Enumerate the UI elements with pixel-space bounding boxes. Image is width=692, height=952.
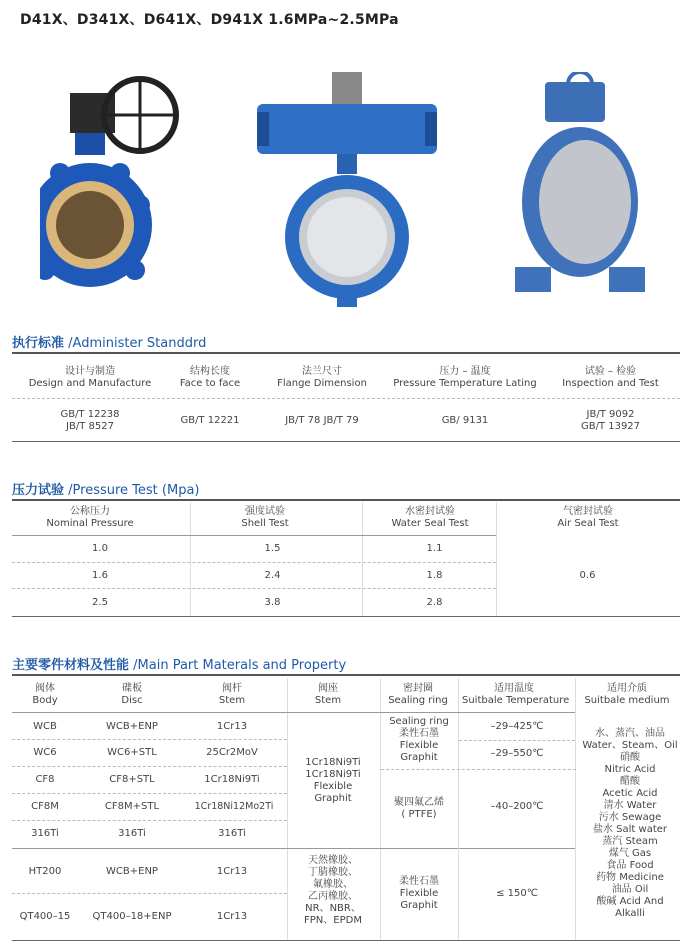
std-col5-en: Inspection and Test [562, 378, 659, 389]
text-line: Flexible [399, 740, 439, 751]
std-col1-cn: 设计与制造 [65, 366, 115, 377]
std-col3-value: JB/T 78 JB/T 79 [285, 415, 359, 426]
text-line: GB/T 13927 [580, 421, 641, 432]
text-line: 油品 Oil [611, 884, 649, 895]
mat-header-temp-cn: 适用温度 [494, 683, 534, 694]
std-col1-header [20, 366, 160, 390]
std-col5-cn: 试验 – 检验 [584, 366, 637, 377]
mat-seal-ptfe [381, 797, 457, 821]
mat-row7-stem: 1Cr13 [216, 911, 248, 922]
standards-heading [12, 332, 206, 351]
mat-row-rule-6 [12, 893, 287, 894]
pt-header-shell [195, 506, 335, 530]
mat-header-medium-cn: 适用介质 [607, 683, 647, 694]
standards-top-rule [12, 352, 680, 354]
mat-seal-graphite [381, 716, 457, 764]
text-line: Flexible [313, 781, 353, 792]
pressure-heading-cn: 压力试验 [12, 483, 65, 498]
pt-row1-water: 1.1 [426, 543, 443, 554]
mat-row2-body: WC6 [33, 747, 57, 758]
pt-air-value: 0.6 [579, 570, 596, 581]
std-col4-header [390, 366, 540, 390]
std-col3-en: Flange Dimension [277, 378, 367, 389]
pt-header-air-cn: 气密封试验 [563, 506, 613, 517]
mat-header-medium [572, 683, 682, 707]
pt-header-air-en: Air Seal Test [557, 518, 619, 529]
mat-row7-body: QT400–15 [19, 911, 71, 922]
mat-temp-4: ≤ 150℃ [496, 888, 538, 899]
text-line: 柔性石墨 [399, 728, 439, 739]
mat-row5-body: 316Ti [31, 828, 59, 839]
text-line: 盐水 Salt water [592, 824, 668, 835]
mat-row-rule-1 [12, 739, 287, 740]
pt-row1-nominal: 1.0 [92, 543, 108, 554]
text-line: 水、蒸汽、油品 [595, 728, 665, 739]
pt-row1-shell: 1.5 [264, 543, 281, 554]
pt-header-water-en: Water Seal Test [391, 518, 469, 529]
mat-header-sealing-cn: 密封圈 [403, 683, 433, 694]
pressure-heading-en: /Pressure Test (Mpa) [64, 483, 200, 498]
pt-header-nominal [20, 506, 160, 530]
text-line: 酸碱 Acid And [596, 896, 664, 907]
text-line: JB/T 9092 [586, 409, 635, 420]
mat-header-temp [462, 683, 570, 707]
text-line: Acetic Acid [602, 788, 658, 799]
text-line: 乙丙橡胶、 [308, 891, 358, 902]
mat-row1-body: WCB [33, 721, 57, 732]
standards-mid-rule [12, 398, 680, 399]
mat-temp-1: –29–425℃ [490, 721, 544, 732]
text-line: 清水 Water [603, 800, 657, 811]
mat-row4-stem: 1Cr18Ni12Mo2Ti [194, 801, 274, 812]
std-col5-header [548, 366, 673, 390]
mat-group-rule [12, 848, 458, 849]
mat-medium [576, 728, 684, 920]
text-line: GB/T 12238 [60, 409, 120, 420]
text-line: FPN、EPDM [304, 915, 362, 926]
mat-header-disc-cn: 碟板 [122, 683, 142, 694]
mat-temp-rule-1 [459, 740, 575, 741]
mat-header-body-cn: 阀体 [35, 683, 55, 694]
pt-header-air [518, 506, 658, 530]
text-line: Nitric Acid [604, 764, 656, 775]
mat-header-seat-en: Stem [314, 695, 342, 706]
mat-row3-body: CF8 [35, 774, 55, 785]
text-line: 药物 Medicine [596, 872, 664, 883]
std-col4-value: GB/ 9131 [441, 415, 489, 426]
mat-header-body [12, 683, 78, 707]
std-col2-en: Face to face [179, 378, 241, 389]
materials-bottom-rule [12, 940, 680, 941]
text-line: Graphit [314, 793, 352, 804]
mat-row-rule-2 [12, 766, 287, 767]
text-line: Graphit [400, 900, 438, 911]
mat-row1-stem: 1Cr13 [216, 721, 248, 732]
mat-header-seat-cn: 阀座 [318, 683, 338, 694]
pt-row2-water: 1.8 [426, 570, 443, 581]
text-line: Alkalli [615, 908, 645, 919]
mat-row3-stem: 1Cr18Ni9Ti [204, 774, 260, 785]
mat-row6-stem: 1Cr13 [216, 866, 248, 877]
pt-row3-shell: 3.8 [264, 597, 281, 608]
mat-row6-disc: WCB+ENP [106, 866, 158, 877]
std-col5-value [548, 409, 673, 433]
mat-header-disc-en: Disc [121, 695, 143, 706]
pt-header-shell-en: Shell Test [241, 518, 289, 529]
pt-row2-nominal: 1.6 [92, 570, 108, 581]
valve-photo-electric [505, 72, 655, 297]
mat-header-temp-en: Suitbale Temperature [462, 695, 570, 706]
std-col2-header [160, 366, 260, 390]
text-line: 硝酸 [620, 752, 640, 763]
pt-header-rule [12, 535, 496, 536]
mat-seal-graphite-2 [381, 876, 457, 912]
text-line: 污水 Sewage [598, 812, 662, 823]
std-col2-cn: 结构长度 [190, 366, 230, 377]
mat-row4-disc: CF8M+STL [104, 801, 160, 812]
text-line: 天然橡胶、 [308, 855, 358, 866]
mat-row1-disc: WCB+ENP [106, 721, 158, 732]
text-line: JB/T 8527 [66, 421, 114, 432]
pt-row2-shell: 2.4 [264, 570, 281, 581]
pt-header-nominal-cn: 公称压力 [70, 506, 110, 517]
mat-row5-disc: 316Ti [118, 828, 146, 839]
mat-header-sealing-en: Sealing ring [388, 695, 448, 706]
mat-header-sealing [378, 683, 458, 707]
std-col1-en: Design and Manufacture [28, 378, 152, 389]
mat-header-stem-cn: 阀杆 [222, 683, 242, 694]
mat-temp-2: –29–550℃ [490, 748, 544, 759]
mat-header-stem-en: Stem [218, 695, 246, 706]
text-line: 食品 Food [606, 860, 654, 871]
mat-row-rule-4 [12, 820, 287, 821]
pressure-heading [12, 479, 199, 498]
mat-row3-disc: CF8+STL [109, 774, 155, 785]
mat-seat-rubber [288, 855, 378, 927]
text-line: 聚四氟乙烯 [394, 797, 444, 808]
std-col1-value [20, 409, 160, 433]
pressure-bottom-rule [12, 616, 680, 617]
materials-heading-en: /Main Part Materals and Property [129, 658, 347, 673]
mat-seat-metal [288, 757, 378, 805]
standards-heading-en: /Administer Standdrd [64, 336, 207, 351]
text-line: 柔性石墨 [399, 876, 439, 887]
pt-header-water-cn: 水密封试验 [405, 506, 455, 517]
mat-row-rule-3 [12, 793, 287, 794]
mat-row4-body: CF8M [31, 801, 59, 812]
pt-header-water [360, 506, 500, 530]
pt-header-shell-cn: 强度试验 [245, 506, 285, 517]
materials-heading [12, 654, 346, 673]
pt-divider-1 [190, 502, 191, 616]
mat-header-rule [12, 712, 575, 713]
mat-temp-3: –40–200℃ [490, 801, 544, 812]
materials-heading-cn: 主要零件材料及性能 [12, 658, 130, 673]
standards-heading-cn: 执行标准 [12, 336, 65, 351]
text-line: Water、Steam、Oil [582, 740, 678, 751]
std-col3-cn: 法兰尺寸 [302, 366, 342, 377]
mat-row2-stem: 25Cr2MoV [206, 747, 258, 758]
text-line: Sealing ring [389, 716, 449, 727]
pressure-top-rule [12, 499, 680, 501]
std-col2-value: GB/T 12221 [180, 415, 240, 426]
mat-header-disc [80, 683, 184, 707]
text-line: 1Cr18Ni9Ti [305, 757, 361, 768]
text-line: 氟橡胶、 [313, 879, 353, 890]
mat-seal-rule-1 [381, 769, 576, 770]
mat-row5-stem: 316Ti [218, 828, 246, 839]
std-col4-cn: 压力 – 温度 [439, 366, 491, 377]
pt-row3-water: 2.8 [426, 597, 443, 608]
mat-header-seat [288, 683, 368, 707]
mat-header-medium-en: Suitbale medium [584, 695, 670, 706]
page-title: D41X、D341X、D641X、D941X 1.6MPa~2.5MPa [20, 12, 399, 28]
mat-header-body-en: Body [32, 695, 58, 706]
text-line: NR、NBR、 [305, 903, 361, 914]
text-line: Graphit [400, 752, 438, 763]
std-col3-header [262, 366, 382, 390]
mat-temp-rule-2 [459, 848, 575, 849]
mat-header-stem [184, 683, 280, 707]
text-line: 醋酸 [620, 776, 640, 787]
pt-row3-nominal: 2.5 [92, 597, 108, 608]
valve-photo-pneumatic [252, 72, 442, 307]
standards-bottom-rule [12, 441, 680, 442]
text-line: 蒸汽 Steam [602, 836, 658, 847]
text-line: ( PTFE) [401, 809, 437, 820]
mat-row2-disc: WC6+STL [107, 747, 157, 758]
pt-row-rule-2 [12, 588, 496, 589]
text-line: 丁腈橡胶、 [308, 867, 358, 878]
text-line: 煤气 Gas [608, 848, 652, 859]
mat-row6-body: HT200 [28, 866, 62, 877]
mat-row7-disc: QT400–18+ENP [92, 911, 172, 922]
text-line: Flexible [399, 888, 439, 899]
valve-photo-lug [40, 75, 190, 305]
pt-row-rule-1 [12, 562, 496, 563]
pt-header-nominal-en: Nominal Pressure [46, 518, 134, 529]
text-line: 1Cr18Ni9Ti [305, 769, 361, 780]
std-col4-en: Pressure Temperature Lating [393, 378, 537, 389]
materials-top-rule [12, 674, 680, 676]
